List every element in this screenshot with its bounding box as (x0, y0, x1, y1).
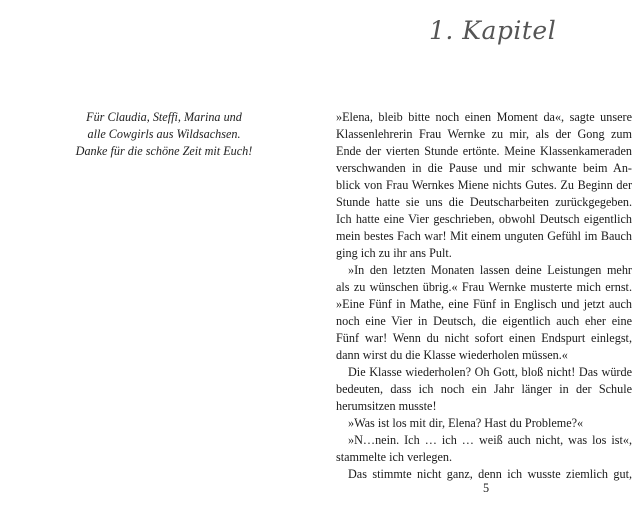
text-line: herumsitzen musste! (336, 399, 437, 413)
dedication (8, 109, 320, 160)
text-line: »Elena, bleib bitte noch einen Moment da«, sagte unsere (336, 110, 632, 124)
text-line: Die Klasse wiederholen? Oh Gott, bloß nicht! Das würde (348, 365, 632, 379)
text-line: bedeuten, dass ich noch ein Jahr länger in der Schule (336, 382, 632, 396)
text-line: Fünf war! Wenn du nicht sofort einen Endspurt einlegst, (336, 331, 632, 345)
text-line: Das stimmte nicht ganz, denn ich wusste ziemlich gut, (348, 467, 632, 481)
chapter-title: 1. Kapitel (429, 16, 557, 45)
chapter-body-text (336, 109, 632, 483)
text-line: Stunde hatte sie uns die Deutscharbeiten zurückgegeben. (336, 195, 632, 209)
text-line: blick von Frau Wernkes Miene nichts Gutes. Zu Beginn der (336, 178, 632, 192)
dedication-line: Danke für die schöne Zeit mit Euch! (75, 144, 253, 158)
text-line: mein bestes Fach war! Mit einem unguten Gefühl im Bauch (336, 229, 632, 243)
text-line: Ende der vierten Stunde ertönte. Meine Klassenkameraden (336, 144, 632, 158)
text-line: »Was ist los mit dir, Elena? Hast du Probleme?« (348, 416, 584, 430)
text-line: verschwanden in die Pause und mir schwante beim An- (336, 161, 632, 175)
dedication-line: Für Claudia, Steffi, Marina und (86, 110, 242, 124)
text-line: »N…nein. Ich … ich … weiß auch nicht, was los ist«, (348, 433, 632, 447)
text-line: stammelte ich verlegen. (336, 450, 453, 464)
text-line: ging ich zu ihr ans Pult. (336, 246, 452, 260)
text-line: noch eine Vier in Deutsch, die eigentlich auch eher eine (336, 314, 632, 328)
text-line: »In den letzten Monaten lassen deine Leistungen mehr (348, 263, 632, 277)
dedication-line: alle Cowgirls aus Wildsachsen. (87, 127, 241, 141)
text-line: »Eine Fünf in Mathe, eine Fünf in Englisch und jetzt auch (336, 297, 632, 311)
text-line: als zu wünschen übrig.« Frau Wernke musterte mich ernst. (336, 280, 632, 294)
text-line: dann wirst du die Klasse wiederholen müssen.« (336, 348, 568, 362)
text-line: Ich hatte eine Vier geschrieben, obwohl Deutsch eigentlich (336, 212, 632, 226)
text-line: Klassenlehrerin Frau Wernke zu mir, als der Gong zum (336, 127, 632, 141)
page-number: 5 (482, 481, 490, 495)
